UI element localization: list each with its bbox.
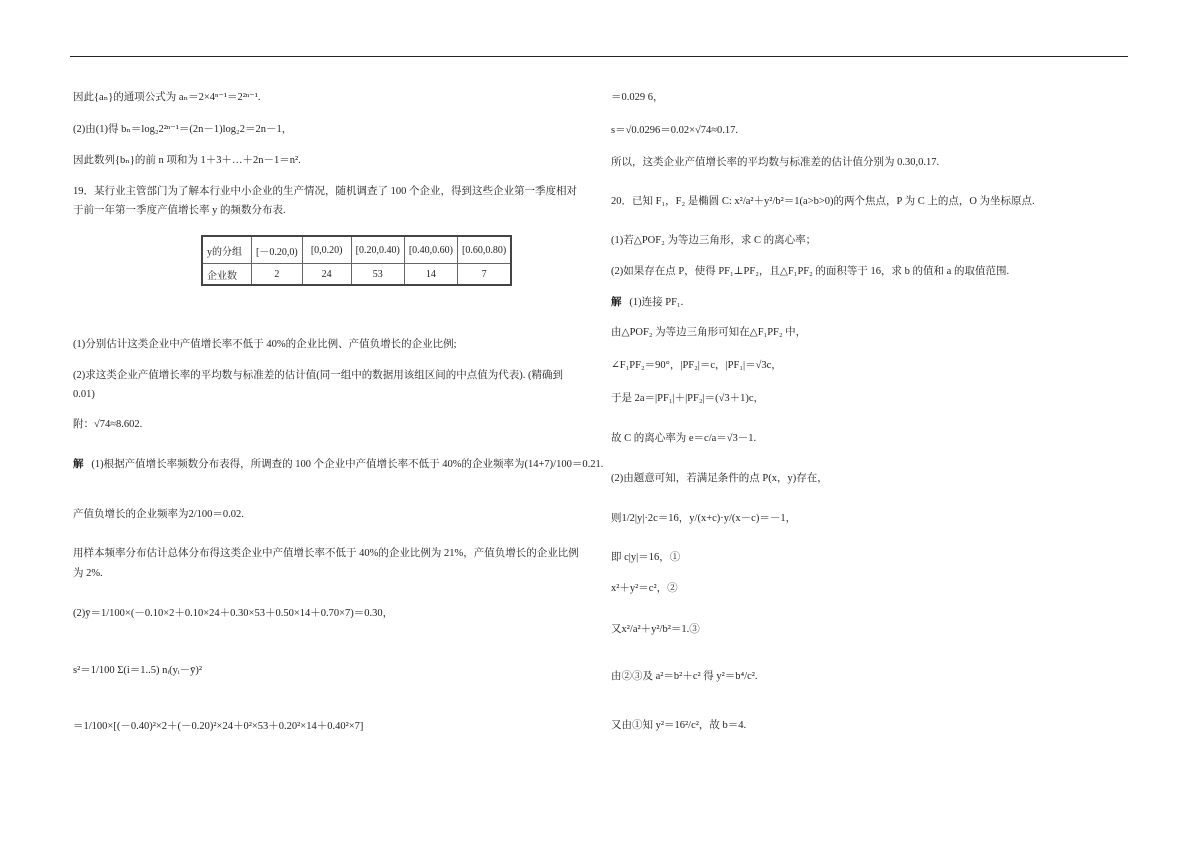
variance-expansion: ＝1/100×[(－0.40)²×2＋(－0.20)²×24＋0²×53＋0.20²×14＋0.40²×7] <box>73 721 364 732</box>
question-2-cont: 0.01) <box>73 389 95 400</box>
text-line: 又x²/a²＋y²/b²＝1.③ <box>611 624 700 635</box>
solution-label: 解 <box>611 297 622 308</box>
problem-19-stem: 19．某行业主管部门为了解本行业中小企业的生产情况，随机调查了 100 个企业，得到这些企业第一季度相对 <box>73 186 577 197</box>
variance-formula: s²＝1/100 Σ(i＝1..5) nᵢ(yᵢ－ȳ)² <box>73 665 202 676</box>
table-header-cell: [0.20,0.40) <box>351 236 404 264</box>
text-line: 所以，这类企业产值增长率的平均数与标准差的估计值分别为 0.30,0.17. <box>611 157 940 168</box>
text-line: ＝0.029 6， <box>611 92 664 103</box>
solution-line <box>73 458 603 472</box>
table-cell: 7 <box>458 264 512 286</box>
mean-formula: (2)ȳ＝1/100×(－0.10×2＋0.10×24＋0.30×53＋0.50×14＋0.70×7)＝0.30， <box>73 608 394 619</box>
solution-label: 解 <box>73 459 84 470</box>
text-line: (2)由(1)得 bₙ＝log₂2²ⁿ⁻¹＝(2n－1)log₂2＝2n－1， <box>73 124 293 135</box>
table-header-cell: [0.60,0.80) <box>458 236 512 264</box>
text-line: 产值负增长的企业频率为2/100＝0.02. <box>73 509 244 520</box>
question-2: (2)如果存在点 P，使得 PF₁⊥PF₂，且△F₁PF₂ 的面积等于 16，求 b 的值和 a 的取值范围. <box>611 266 1010 277</box>
header-rule <box>70 56 1128 57</box>
text-line: 由△POF₂ 为等边三角形可知在△F₁PF₂ 中， <box>611 327 807 338</box>
problem-19-stem-cont: 于前一年第一季度产值增长率 y 的频数分布表. <box>73 205 286 216</box>
frequency-table <box>201 235 512 286</box>
table-header-cell: [0.40,0.60) <box>404 236 457 264</box>
text-line: 故 C 的离心率为 e＝c/a＝√3－1. <box>611 433 757 444</box>
table-cell: 企业数 <box>202 264 252 286</box>
table-cell: 14 <box>404 264 457 286</box>
text-line: 因此数列{bₙ}的前 n 项和为 1＋3＋…＋2n－1＝n². <box>73 155 301 166</box>
table-header-cell: [0,0.20) <box>302 236 351 264</box>
table-cell: 2 <box>252 264 303 286</box>
solution-line <box>611 296 683 310</box>
question-1: (1)若△POF₂ 为等边三角形，求 C 的离心率； <box>611 235 817 246</box>
question-2: (2)求这类企业产值增长率的平均数与标准差的估计值(同一组中的数据用该组区间的中点值为代表). (精确到 <box>73 370 563 381</box>
text-line: 则1/2|y|·2c＝16，y/(x+c)·y/(x－c)＝－1， <box>611 513 797 524</box>
text-line: 即 c|y|＝16，① <box>611 552 681 563</box>
text-line: 由②③及 a²＝b²＋c² 得 y²＝b⁴/c². <box>611 671 758 682</box>
text-line: 为 2%. <box>73 568 103 579</box>
text-line: ∠F₁PF₂＝90°，|PF₂|＝c，|PF₁|＝√3c， <box>611 360 782 371</box>
table-header-cell: [－0.20,0) <box>252 236 303 264</box>
text-line: (2)由题意可知，若满足条件的点 P(x，y)存在， <box>611 473 828 484</box>
text-line: 于是 2a＝|PF₁|＋|PF₂|＝(√3＋1)c， <box>611 393 765 404</box>
solution-text: (1)连接 PF₁. <box>629 297 684 308</box>
text-line: 因此{aₙ}的通项公式为 aₙ＝2×4ⁿ⁻¹＝2²ⁿ⁻¹. <box>73 92 261 103</box>
table-header-cell: y的分组 <box>202 236 252 264</box>
text-line: s＝√0.0296＝0.02×√74≈0.17. <box>611 125 739 136</box>
table-cell: 53 <box>351 264 404 286</box>
problem-20-stem: 20．已知 F₁，F₂ 是椭圆 C: x²/a²＋y²/b²＝1(a>b>0)的两个焦点，P 为 C 上的点，O 为坐标原点. <box>611 196 1035 207</box>
table-cell: 24 <box>302 264 351 286</box>
text-line: x²＋y²＝c²，② <box>611 583 678 594</box>
solution-text: (1)根据产值增长率频数分布表得，所调查的 100 个企业中产值增长率不低于 40%的企业频率为(14+7)/100＝0.21. <box>91 459 604 470</box>
text-line: 又由①知 y²＝16²/c²，故 b＝4. <box>611 720 747 731</box>
question-1: (1)分别估计这类企业中产值增长率不低于 40%的企业比例、产值负增长的企业比例; <box>73 339 457 350</box>
appendix-note: 附：√74≈8.602. <box>73 419 143 430</box>
text-line: 用样本频率分布估计总体分布得这类企业中产值增长率不低于 40%的企业比例为 21%，产值负增长的企业比例 <box>73 548 579 559</box>
